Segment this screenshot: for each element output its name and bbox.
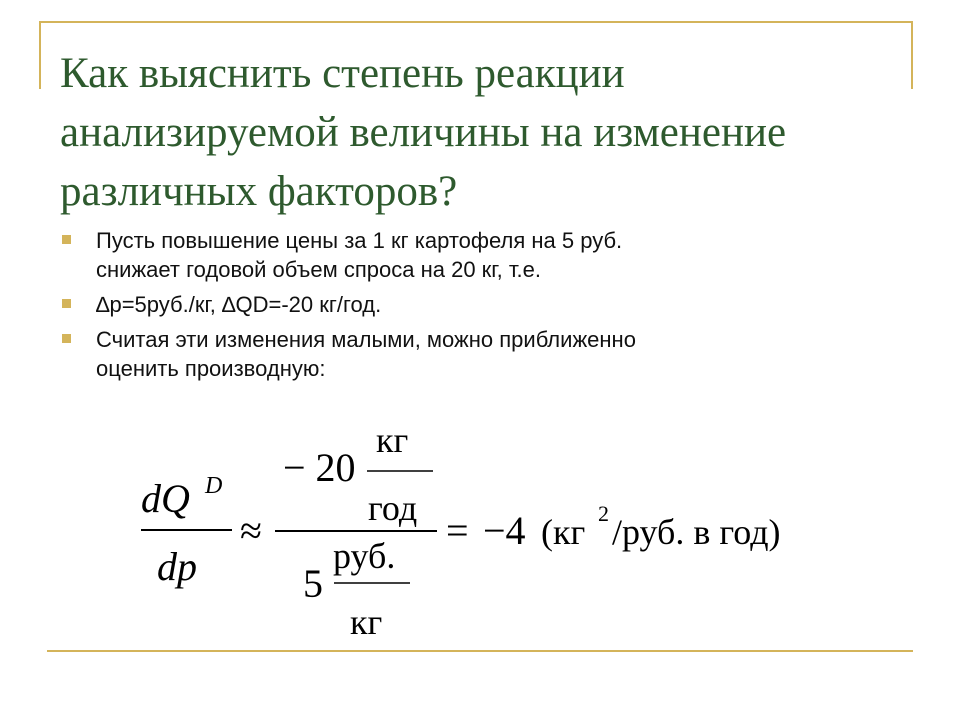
lhs-denominator: dp xyxy=(157,544,197,589)
lhs-numerator: dQ xyxy=(141,476,190,521)
approx-sign: ≈ xyxy=(240,508,262,553)
title-line: анализируемой величины на изменение xyxy=(60,109,787,156)
result-value: −4 xyxy=(483,508,526,553)
lhs-numerator-superscript: D xyxy=(205,473,223,499)
title-line: различных факторов? xyxy=(60,168,458,215)
result-unit-superscript: 2 xyxy=(598,501,609,526)
bullet-text-line: Считая эти изменения малыми, можно приближенно xyxy=(96,327,636,352)
denominator-unit-top: руб. xyxy=(333,536,396,576)
denominator-value: 5 xyxy=(303,561,323,606)
numerator-value: − 20 xyxy=(283,445,356,490)
bullet-text-line: снижает годовой объем спроса на 20 кг, т.е. xyxy=(96,257,541,282)
bullet-text-line: ∆p=5руб./кг, ∆QD=-20 кг/год. xyxy=(96,292,382,317)
bullet-text-line: оценить производную: xyxy=(96,356,326,381)
result-unit-rest: /руб. в год) xyxy=(612,512,781,552)
result-unit-open: (кг xyxy=(541,512,586,552)
numerator-unit-top: кг xyxy=(376,420,409,460)
denominator-unit-bottom: кг xyxy=(350,602,383,642)
title-line: Как выяснить степень реакции xyxy=(60,50,625,97)
numerator-unit-bottom: год xyxy=(368,488,418,528)
equals-sign: = xyxy=(446,508,469,553)
bullet-text-line: Пусть повышение цены за 1 кг картофеля на 5 руб. xyxy=(96,228,623,253)
